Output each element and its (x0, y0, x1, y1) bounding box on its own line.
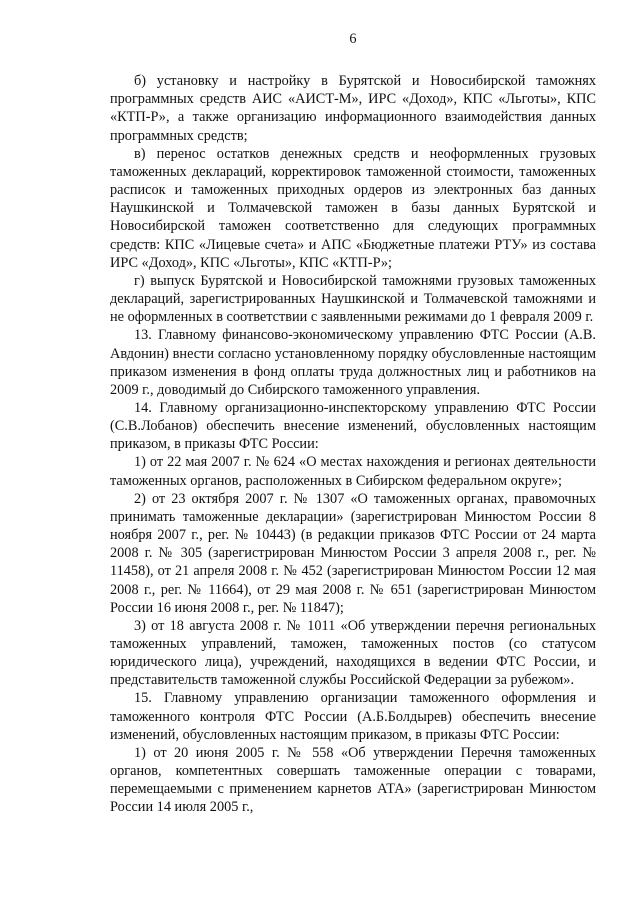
paragraph-v: в) перенос остатков денежных средств и неоформленных грузовых таможенных деклараций, корректировок таможенной стоимости, таможенных расписок и таможенных приходных ордеров из электронных баз данных Наушкинской и Толмачевской таможен в базы данных Бурятской и Новосибирской таможен соответственно для следующих программных средств: КПС «Лицевые счета» и АПС «Бюджетные платежи РТУ» из состава ИРС «Доход», КПС «Льготы», КПС «КТП-Р»; (110, 145, 596, 271)
page-number: 6 (349, 31, 357, 47)
paragraph-g: г) выпуск Бурятской и Новосибирской таможнями грузовых таможенных деклараций, зарегистрированных Наушкинской и Толмачевской таможнями и не оформленных в соответствии с заявленными режимами до 1 февраля 2009 г. (110, 272, 596, 326)
paragraph-b: б) установку и настройку в Бурятской и Новосибирской таможнях программных средств АИС «АИСТ-М», ИРС «Доход», КПС «Льготы», КПС «КТП-Р», а также организацию информационного взаимодействия данных программных средств; (110, 73, 596, 144)
paragraph-14-item-3: 3) от 18 августа 2008 г. № 1011 «Об утверждении перечня региональных таможенных управлений, таможен, таможенных постов (со статусом юридического лица), учреждений, находящихся в ведении ФТС России, и представительств таможенной службы Российской Федерации за рубежом». (110, 617, 596, 689)
paragraph-15-item-1: 1) от 20 июня 2005 г. № 558 «Об утверждении Перечня таможенных органов, компетентных совершать таможенные операции с товарами, перемещаемыми с применением карнетов АТА» (зарегистрирован Минюстом России 14 июля 2005 г., (110, 744, 596, 816)
paragraph-15: 15. Главному управлению организации таможенного оформления и таможенного контроля ФТС России (А.Б.Болдырев) обеспечить внесение изменений, обусловленных настоящим приказом, в приказы ФТС России: (110, 690, 596, 743)
paragraph-14-item-2: 2) от 23 октября 2007 г. № 1307 «О таможенных органах, правомочных принимать таможенные декларации» (зарегистрирован Минюстом России 8 ноября 2007 г., рег. № 10443) (в редакции приказов ФТС России от 24 марта 2008 г. № 305 (зарегистрирован Минюстом России 3 апреля 2008 г., рег. № 11458), от 21 апреля 2008 г. № 452 (зарегистрирован Минюстом России 12 мая 2008 г., рег. № 11664), от 29 мая 2008 г. № 651 (зарегистрирован Минюстом России 16 июня 2008 г., рег. № 11847); (110, 490, 596, 616)
paragraph-14-item-1: 1) от 22 мая 2007 г. № 624 «О местах нахождения и регионах деятельности таможенных органов, расположенных в Сибирском федеральном округе»; (110, 454, 596, 489)
paragraph-13: 13. Главному финансово-экономическому управлению ФТС России (А.В. Авдонин) внести согласно установленному порядку обусловленные настоящим приказом изменения в фонд оплаты труда должностных лиц и работников на 2009 г., доводимый до Сибирского таможенного управления. (110, 327, 596, 398)
paragraph-14: 14. Главному организационно-инспекторскому управлению ФТС России (С.В.Лобанов) обеспечить внесение изменений, обусловленных настоящим приказом, в приказы ФТС России: (110, 399, 596, 453)
